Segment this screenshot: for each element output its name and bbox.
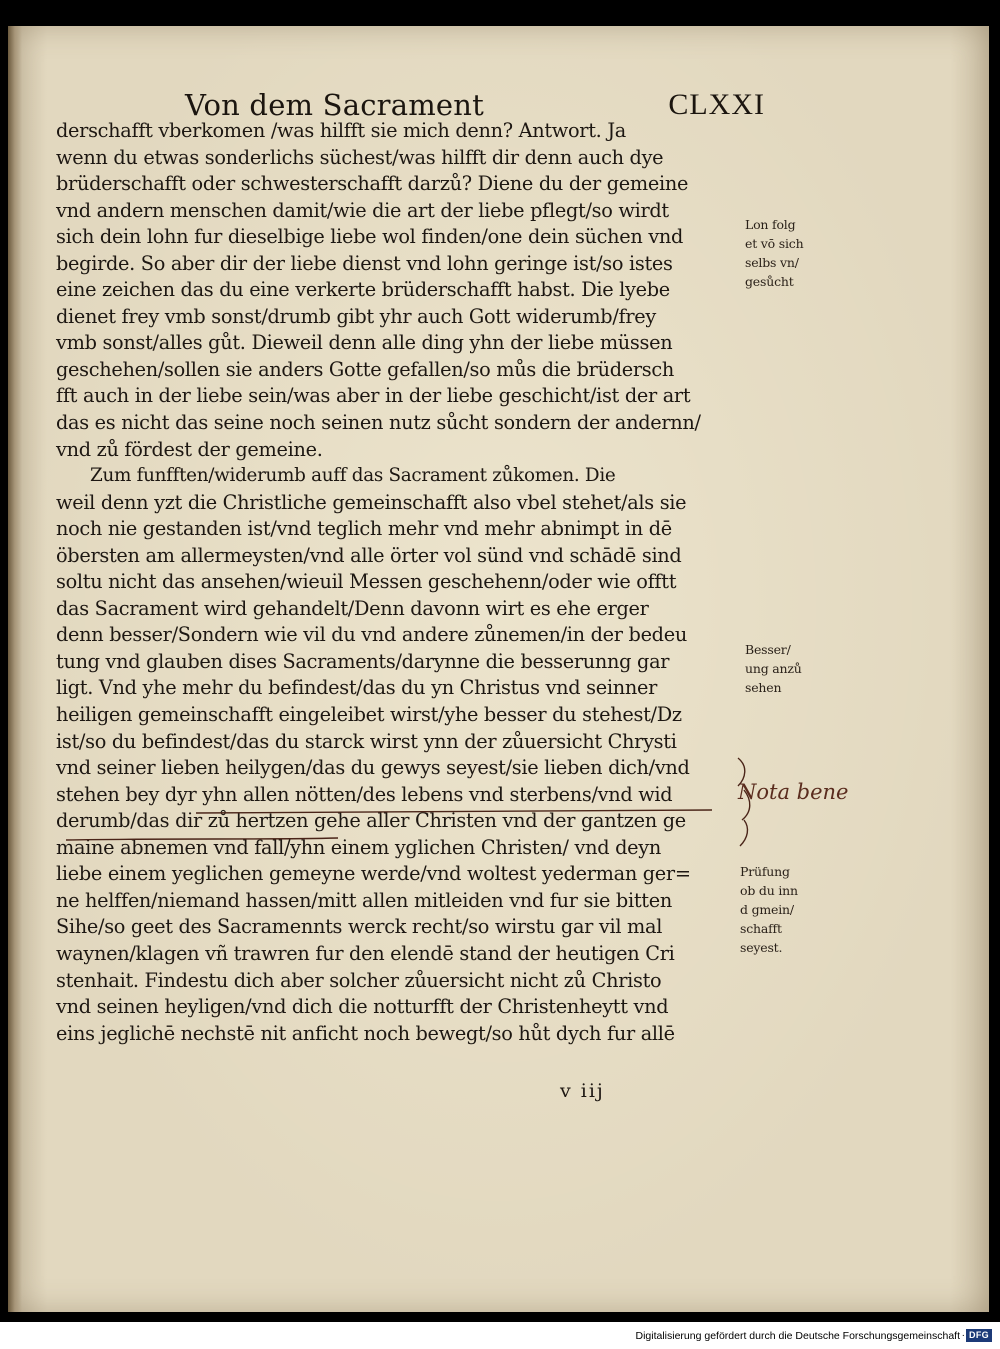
text-line: geschehen/sollen sie anders Gotte gefallen/so můs die brüdersch: [56, 357, 674, 381]
margin-note-line: seyest.: [740, 940, 783, 955]
text-line: das Sacrament wird gehandelt/Denn davonn wirt es ehe erger: [56, 596, 649, 620]
text-line: ist/so du befindest/das du starck wirst ynn der zůuersicht Chrysti: [56, 729, 677, 753]
text-line: waynen/klagen vñ trawren fur den elendē stand der heutigen Cri: [56, 941, 675, 965]
signature-mark: v iij: [560, 1080, 605, 1102]
underline-stroke: [66, 838, 338, 840]
text-line: derumb/das dir zů hertzen gehe aller Christen vnd der gantzen ge: [56, 809, 686, 833]
footer-bar: [0, 1322, 1000, 1349]
margin-note-line: Besser/: [745, 642, 791, 657]
text-line: vmb sonst/alles gůt. Dieweil denn alle ding yhn der liebe müssen: [56, 331, 673, 355]
text-line: eins jeglichē nechstē nit anficht noch bewegt/so hůt dych fur allē: [56, 1021, 675, 1045]
text-line: wenn du etwas sonderlichs süchest/was hilfft dir denn auch dye: [56, 145, 664, 169]
text-line: öbersten am allermeysten/vnd alle örter vol sünd vnd schādē sind: [56, 543, 682, 567]
margin-note-line: gesůcht: [745, 274, 794, 289]
text-line: stenhait. Findestu dich aber solcher zůuersicht nicht zů Christo: [56, 968, 662, 992]
text-line: ne helffen/niemand hassen/mitt allen mitleiden vnd fur sie bitten: [56, 888, 672, 912]
text-line: liebe einem yeglichen gemeyne werde/vnd woltest yederman ger=: [56, 862, 691, 886]
text-line: vnd seiner lieben heilygen/das du gewys seyest/sie lieben dich/vnd: [56, 756, 690, 780]
text-line: begirde. So aber dir der liebe dienst vnd lohn geringe ist/so istes: [56, 251, 673, 275]
text-line: das es nicht das seine noch seinen nutz sůcht sondern der andernn/: [56, 411, 701, 435]
text-line: soltu nicht das ansehen/wieuil Messen geschehenn/oder wie offtt: [56, 570, 677, 594]
text-line: eine zeichen das du eine verkerte brüderschafft habst. Die lyebe: [56, 278, 670, 302]
margin-note-line: d gmein/: [740, 902, 794, 917]
running-title: Von dem Sacrament: [185, 88, 485, 122]
text-line: derschafft vberkomen /was hilfft sie mich denn? Antwort. Ja: [56, 119, 626, 142]
footer-separator: ·: [961, 1330, 965, 1341]
text-line: sich dein lohn fur dieselbige liebe wol finden/one dein süchen vnd: [56, 225, 684, 249]
margin-note-line: ob du inn: [740, 883, 798, 898]
text-line: brüderschafft oder schwesterschafft darzů? Diene du der gemeine: [56, 172, 689, 196]
text-line: tung vnd glauben dises Sacraments/darynne die besserunng gar: [56, 649, 670, 673]
margin-note-line: selbs vn/: [745, 255, 799, 270]
underline-stroke: [196, 810, 712, 813]
dfg-logo: DFG: [966, 1329, 992, 1342]
text-line: stehen bey dyr yhn allen nötten/des lebens vnd sterbens/vnd wid: [56, 782, 673, 806]
handwritten-note: Nota bene: [738, 780, 849, 804]
text-line: vnd seinen heyligen/vnd dich die notturfft der Christenheytt vnd: [56, 995, 669, 1019]
margin-note-line: Lon folg: [745, 217, 796, 232]
text-line: weil denn yzt die Christliche gemeinschafft also vbel stehet/als sie: [56, 490, 687, 514]
text-line: denn besser/Sondern wie vil du vnd andere zůnemen/in der bedeu: [56, 623, 687, 647]
text-line: heiligen gemeinschafft eingeleibet wirst/yhe besser du stehest/Dz: [56, 703, 682, 727]
text-line: Sihe/so geet des Sacramennts werck recht/so wirstu gar vil mal: [56, 915, 663, 939]
text-line: ligt. Vnd yhe mehr du befindest/das du yn Christus vnd seinner: [56, 676, 658, 700]
margin-note-line: ung anzů: [745, 661, 802, 676]
text-line: vnd zů fördest der gemeine.: [56, 437, 323, 461]
text-line: fft auch in der liebe sein/was aber in der liebe geschicht/ist der art: [56, 384, 691, 408]
folio-number: CLXXI: [668, 88, 765, 121]
margin-note-line: schafft: [740, 921, 782, 936]
margin-note-line: sehen: [745, 680, 782, 695]
text-line: vnd andern menschen damit/wie die art der liebe pflegt/so wirdt: [56, 198, 669, 222]
text-line: maine abnemen vnd fall/yhn einem yglichen Christen/ vnd deyn: [56, 835, 661, 859]
text-line: noch nie gestanden ist/vnd teglich mehr vnd mehr abnimpt in dē: [56, 517, 672, 541]
funding-credit: Digitalisierung gefördert durch die Deutsche Forschungsgemeinschaft: [635, 1330, 960, 1342]
text-line: dienet frey vmb sonst/drumb gibt yhr auch Gott widerumb/frey: [56, 304, 656, 328]
text-line: Zum funfften/widerumb auff das Sacrament zůkomen. Die: [90, 465, 616, 487]
margin-note-line: et vō sich: [745, 236, 804, 251]
bracket-stroke: [740, 820, 747, 846]
margin-note-line: Prüfung: [740, 864, 790, 879]
